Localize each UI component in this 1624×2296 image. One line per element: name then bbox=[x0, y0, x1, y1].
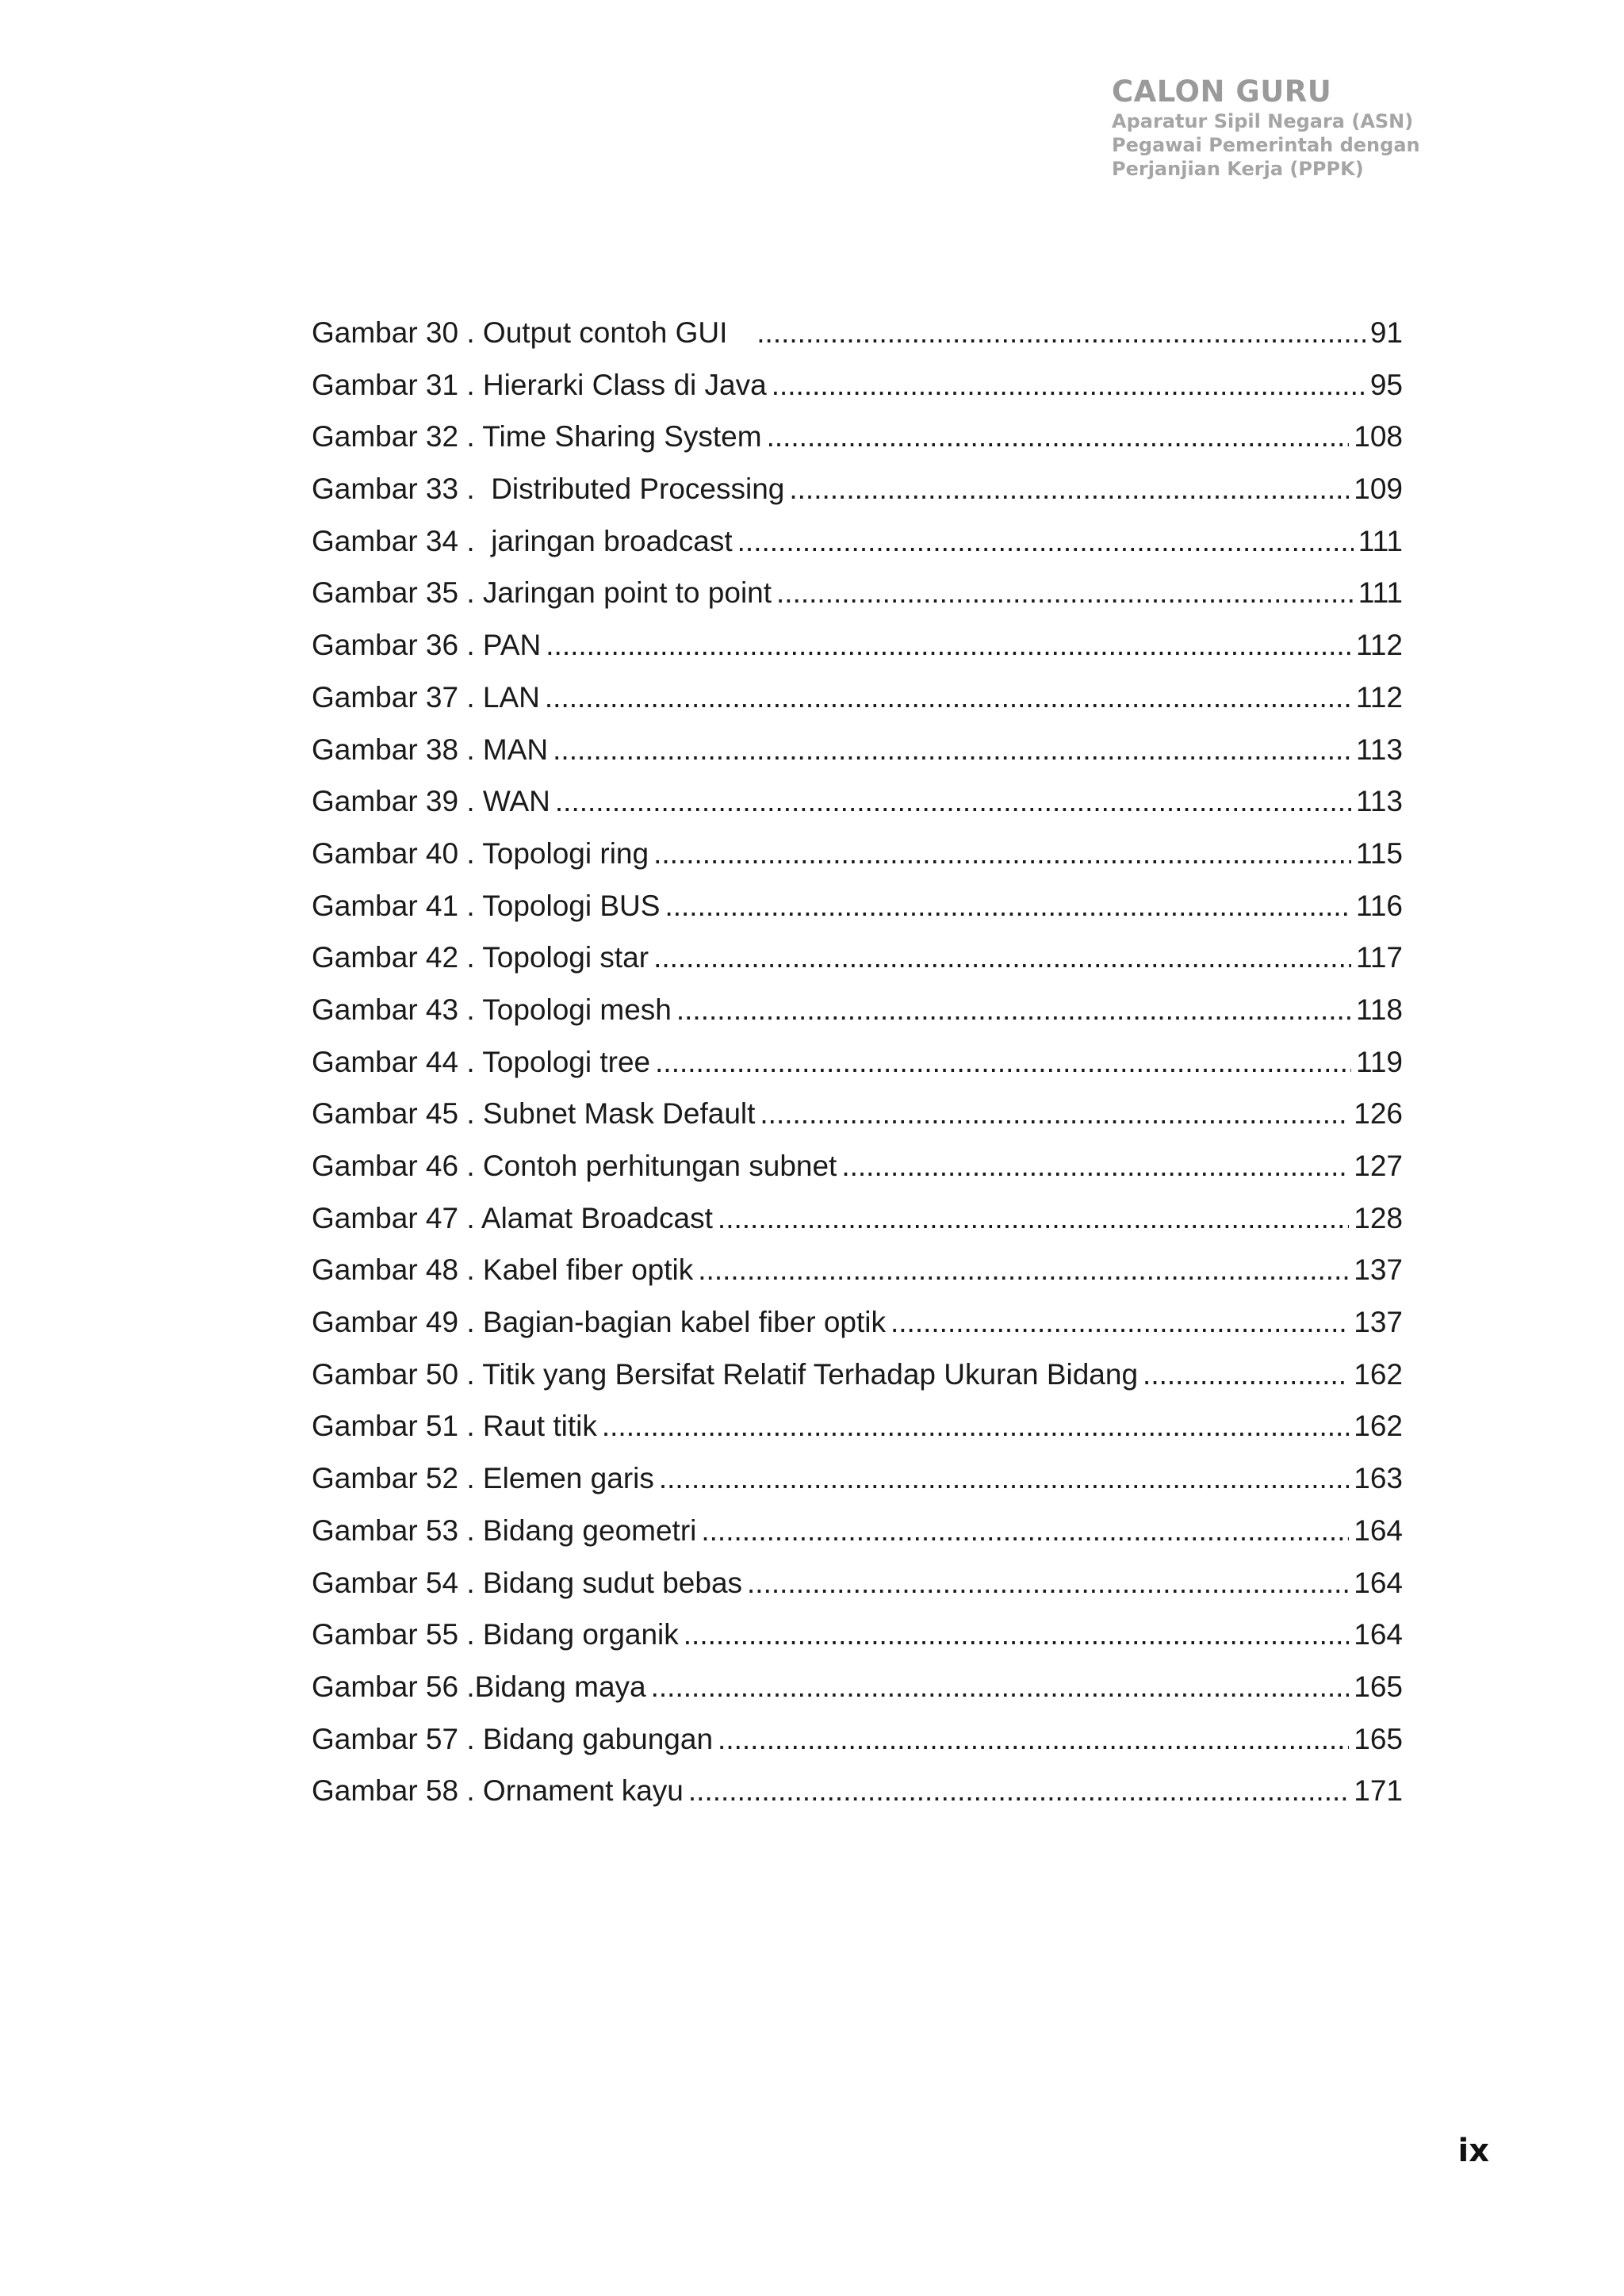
toc-entry-label: Gambar 48 . Kabel fiber optik bbox=[312, 1253, 694, 1287]
toc-entry[interactable] bbox=[312, 1192, 1403, 1245]
toc-entry-page: 117 bbox=[1356, 941, 1403, 974]
dot-leader bbox=[553, 724, 1351, 776]
toc-entry-label: Gambar 57 . Bidang gabungan bbox=[312, 1722, 714, 1755]
dot-leader bbox=[756, 307, 1365, 359]
toc-entry-label: Gambar 31 . Hierarki Class di Java bbox=[312, 368, 767, 401]
toc-entry-page: 111 bbox=[1358, 524, 1403, 557]
toc-entry-label: Gambar 42 . Topologi star bbox=[312, 941, 649, 974]
toc-entry-page: 126 bbox=[1354, 1097, 1403, 1131]
toc-entry-label: Gambar 45 . Subnet Mask Default bbox=[312, 1097, 756, 1131]
toc-entry-page: 118 bbox=[1356, 993, 1403, 1026]
dot-leader bbox=[659, 1452, 1349, 1505]
toc-entry-page: 164 bbox=[1354, 1618, 1403, 1651]
toc-entry[interactable] bbox=[312, 672, 1403, 724]
toc-entry[interactable] bbox=[312, 1557, 1403, 1609]
toc-entry-page: 113 bbox=[1356, 785, 1403, 818]
toc-entry-page: 111 bbox=[1358, 576, 1403, 610]
toc-entry[interactable] bbox=[312, 1713, 1403, 1766]
list-of-figures bbox=[312, 307, 1403, 1817]
toc-entry[interactable] bbox=[312, 724, 1403, 776]
toc-entry[interactable] bbox=[312, 307, 1403, 359]
toc-entry[interactable] bbox=[312, 567, 1403, 619]
toc-entry[interactable] bbox=[312, 619, 1403, 672]
dot-leader bbox=[776, 567, 1354, 619]
toc-entry-label: Gambar 41 . Topologi BUS bbox=[312, 889, 661, 922]
brand-subtitle-line: Pegawai Pemerintah dengan bbox=[1112, 134, 1420, 156]
dot-leader bbox=[545, 672, 1351, 724]
dot-leader bbox=[676, 984, 1351, 1036]
toc-entry-page: 137 bbox=[1354, 1306, 1403, 1339]
toc-entry-page: 91 bbox=[1369, 316, 1403, 349]
toc-entry[interactable] bbox=[312, 1296, 1403, 1349]
toc-entry-label: Gambar 58 . Ornament kayu bbox=[312, 1774, 684, 1808]
toc-entry-page: 137 bbox=[1354, 1253, 1403, 1287]
toc-entry-label: Gambar 44 . Topologi tree bbox=[312, 1045, 651, 1078]
toc-entry-label: Gambar 40 . Topologi ring bbox=[312, 836, 649, 870]
toc-entry[interactable] bbox=[312, 359, 1403, 411]
brand-title: CALON GURU bbox=[1112, 75, 1332, 109]
dot-leader bbox=[665, 880, 1351, 932]
toc-entry-page: 165 bbox=[1354, 1722, 1403, 1755]
toc-entry-page: 163 bbox=[1354, 1462, 1403, 1495]
dot-leader bbox=[698, 1244, 1349, 1296]
toc-entry-label: Gambar 37 . LAN bbox=[312, 680, 540, 714]
toc-entry-page: 119 bbox=[1356, 1045, 1403, 1078]
dot-leader bbox=[546, 619, 1351, 672]
header-brand bbox=[1112, 75, 1461, 181]
dot-leader bbox=[653, 932, 1351, 984]
dot-leader bbox=[1143, 1349, 1349, 1401]
dot-leader bbox=[555, 775, 1351, 828]
toc-entry-page: 162 bbox=[1354, 1357, 1403, 1391]
toc-entry-page: 116 bbox=[1356, 889, 1403, 922]
toc-entry-page: 128 bbox=[1354, 1201, 1403, 1234]
toc-entry-label: Gambar 32 . Time Sharing System bbox=[312, 420, 762, 453]
toc-entry-page: 162 bbox=[1354, 1410, 1403, 1443]
toc-entry[interactable] bbox=[312, 1452, 1403, 1505]
toc-entry[interactable] bbox=[312, 984, 1403, 1036]
toc-entry-label: Gambar 52 . Elemen garis bbox=[312, 1462, 654, 1495]
toc-entry-page: 164 bbox=[1354, 1566, 1403, 1599]
dot-leader bbox=[718, 1713, 1349, 1766]
toc-entry-page: 171 bbox=[1354, 1774, 1403, 1808]
toc-entry[interactable] bbox=[312, 775, 1403, 828]
page-number: ix bbox=[1457, 2133, 1489, 2169]
toc-entry-page: 127 bbox=[1354, 1150, 1403, 1182]
toc-entry-label: Gambar 53 . Bidang geometri bbox=[312, 1513, 697, 1547]
dot-leader bbox=[760, 1088, 1349, 1140]
dot-leader bbox=[747, 1557, 1349, 1609]
dot-leader bbox=[772, 359, 1365, 411]
toc-entry-label: Gambar 51 . Raut titik bbox=[312, 1410, 597, 1443]
toc-entry-label: Gambar 54 . Bidang sudut bebas bbox=[312, 1566, 743, 1599]
toc-entry[interactable] bbox=[312, 1244, 1403, 1296]
toc-entry[interactable] bbox=[312, 463, 1403, 515]
toc-entry[interactable] bbox=[312, 1505, 1403, 1557]
dot-leader bbox=[602, 1400, 1349, 1452]
toc-entry[interactable] bbox=[312, 1088, 1403, 1140]
toc-entry[interactable] bbox=[312, 1140, 1403, 1192]
dot-leader bbox=[841, 1140, 1349, 1192]
toc-entry[interactable] bbox=[312, 1765, 1403, 1817]
dot-leader bbox=[891, 1296, 1349, 1349]
toc-entry[interactable] bbox=[312, 1609, 1403, 1661]
toc-entry-page: 165 bbox=[1354, 1670, 1403, 1703]
toc-entry-page: 115 bbox=[1356, 836, 1403, 870]
dot-leader bbox=[767, 411, 1350, 463]
toc-entry[interactable] bbox=[312, 828, 1403, 880]
toc-entry-label: Gambar 34 . jaringan broadcast bbox=[312, 524, 733, 557]
toc-entry-label: Gambar 39 . WAN bbox=[312, 785, 550, 818]
toc-entry-page: 112 bbox=[1356, 680, 1403, 714]
toc-entry-label: Gambar 46 . Contoh perhitungan subnet bbox=[312, 1150, 837, 1182]
dot-leader bbox=[651, 1661, 1350, 1713]
dot-leader bbox=[684, 1609, 1349, 1661]
toc-entry-label: Gambar 43 . Topologi mesh bbox=[312, 993, 672, 1026]
toc-entry-page: 108 bbox=[1354, 420, 1403, 453]
toc-entry[interactable] bbox=[312, 880, 1403, 932]
toc-entry[interactable] bbox=[312, 1349, 1403, 1401]
toc-entry-label: Gambar 35 . Jaringan point to point bbox=[312, 576, 772, 610]
dot-leader bbox=[653, 828, 1351, 880]
toc-entry-label: Gambar 50 . Titik yang Bersifat Relatif Terhadap Ukuran Bidang bbox=[312, 1357, 1139, 1391]
toc-entry-label: Gambar 56 .Bidang maya bbox=[312, 1670, 646, 1703]
toc-entry-label: Gambar 33 . Distributed Processing bbox=[312, 473, 785, 506]
toc-entry-page: 95 bbox=[1369, 368, 1403, 401]
toc-entry-label: Gambar 49 . Bagian-bagian kabel fiber optik bbox=[312, 1306, 886, 1339]
toc-entry[interactable] bbox=[312, 411, 1403, 463]
toc-entry-label: Gambar 38 . MAN bbox=[312, 733, 549, 766]
toc-entry[interactable] bbox=[312, 1661, 1403, 1713]
toc-entry[interactable] bbox=[312, 1400, 1403, 1452]
dot-leader bbox=[789, 463, 1349, 515]
toc-entry-label: Gambar 30 . Output contoh GUI bbox=[312, 316, 753, 349]
dot-leader bbox=[701, 1505, 1349, 1557]
brand-subtitle-line: Perjanjian Kerja (PPPK) bbox=[1112, 158, 1364, 180]
toc-entry-page: 164 bbox=[1354, 1513, 1403, 1547]
dot-leader bbox=[737, 515, 1354, 568]
toc-entry-label: Gambar 47 . Alamat Broadcast bbox=[312, 1201, 713, 1234]
toc-entry[interactable] bbox=[312, 932, 1403, 984]
toc-entry-label: Gambar 55 . Bidang organik bbox=[312, 1618, 679, 1651]
toc-entry-page: 112 bbox=[1356, 629, 1403, 662]
toc-entry-page: 113 bbox=[1356, 733, 1403, 766]
toc-entry[interactable] bbox=[312, 515, 1403, 568]
dot-leader bbox=[655, 1036, 1351, 1089]
dot-leader bbox=[718, 1192, 1349, 1245]
brand-subtitle-line: Aparatur Sipil Negara (ASN) bbox=[1112, 110, 1414, 132]
toc-entry[interactable] bbox=[312, 1036, 1403, 1089]
dot-leader bbox=[688, 1765, 1349, 1817]
toc-entry-page: 109 bbox=[1354, 473, 1403, 506]
toc-entry-label: Gambar 36 . PAN bbox=[312, 629, 542, 662]
